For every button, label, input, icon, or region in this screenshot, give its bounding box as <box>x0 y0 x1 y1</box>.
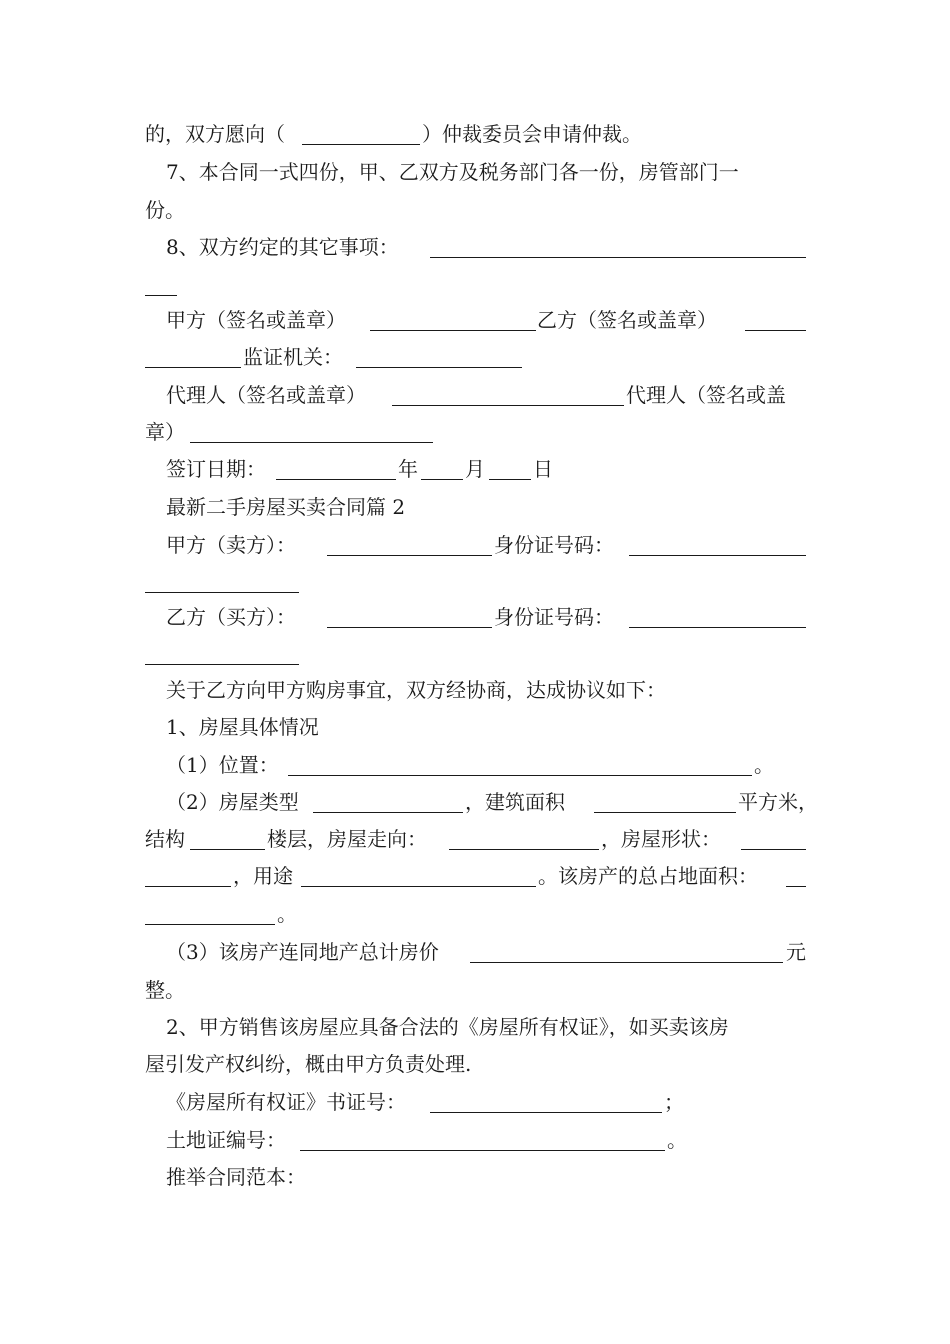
blank-underline <box>745 308 806 331</box>
price-line-cont <box>0 974 950 1006</box>
signature-line-1 <box>0 304 950 336</box>
blank-underline <box>421 457 463 480</box>
text: 元 <box>786 940 806 964</box>
text: （2）房屋类型 <box>166 790 299 814</box>
agent-line <box>0 379 950 411</box>
party-a-line <box>0 529 950 561</box>
blank-underline <box>145 570 299 593</box>
text: 平方米， <box>738 790 818 814</box>
party-b-line-cont <box>0 638 950 670</box>
text: 推举合同范本： <box>166 1165 306 1189</box>
text: 。 <box>667 1128 687 1152</box>
clause-2-cont <box>0 1048 950 1080</box>
text: ； <box>664 1090 684 1114</box>
text: ，房屋形状： <box>601 827 721 851</box>
text: ，建筑面积 <box>465 790 565 814</box>
text: 《房屋所有权证》书证号： <box>166 1090 406 1114</box>
land-certificate-line <box>0 1124 950 1156</box>
text: 乙方（买方）： <box>166 605 296 629</box>
blank-underline <box>190 420 433 443</box>
blank-underline <box>190 827 265 850</box>
text: 代理人（签名或盖 <box>626 383 786 407</box>
party-a-line-cont <box>0 566 950 598</box>
text: 8、双方约定的其它事项： <box>166 235 399 259</box>
usage-line <box>0 860 950 892</box>
text: 。该房产的总占地面积： <box>538 864 758 888</box>
blank-underline <box>145 642 299 665</box>
blank-underline <box>145 345 241 368</box>
blank-underline <box>145 273 177 296</box>
blank-underline <box>327 533 492 556</box>
clause-1-heading <box>0 711 950 743</box>
text: 甲方（签名或盖章） <box>166 308 346 332</box>
intro-paragraph <box>0 674 950 706</box>
text: 屋引发产权纠纷，概由甲方负责处理. <box>145 1052 472 1076</box>
paragraph-7 <box>0 156 950 188</box>
blank-underline <box>430 1090 662 1113</box>
text: （3）该房产连同地产总计房价 <box>166 940 439 964</box>
text: 章） <box>145 420 185 444</box>
blank-underline <box>145 864 231 887</box>
blank-underline <box>313 790 463 813</box>
text: 关于乙方向甲方购房事宜，双方经协商，达成协议如下： <box>166 678 666 702</box>
text: 乙方（签名或盖章） <box>537 308 717 332</box>
text: 楼层，房屋走向： <box>267 827 427 851</box>
text: 年 <box>398 457 418 481</box>
blank-underline <box>370 308 536 331</box>
price-line <box>0 936 950 968</box>
text: 签订日期： <box>166 457 266 481</box>
text: 1、房屋具体情况 <box>166 715 319 739</box>
text: 监证机关： <box>243 345 343 369</box>
signature-line-1-cont <box>0 341 950 373</box>
usage-line-cont <box>0 898 950 930</box>
house-type-line <box>0 786 950 818</box>
paragraph-8-cont <box>0 269 950 301</box>
blank-underline <box>449 827 599 850</box>
recommendation-line <box>0 1161 950 1193</box>
blank-underline <box>470 940 783 963</box>
blank-underline <box>301 864 536 887</box>
text: 代理人（签名或盖章） <box>166 383 366 407</box>
paragraph-7-cont <box>0 194 950 226</box>
section-heading <box>0 491 950 523</box>
text: （1）位置： <box>166 753 279 777</box>
structure-line <box>0 823 950 855</box>
agent-line-cont <box>0 416 950 448</box>
text: ）仲裁委员会申请仲裁。 <box>422 122 642 146</box>
party-b-line <box>0 601 950 633</box>
blank-underline <box>430 235 806 258</box>
text: 7、本合同一式四份，甲、乙双方及税务部门各一份，房管部门一 <box>166 160 739 184</box>
blank-underline <box>489 457 531 480</box>
clause-2 <box>0 1011 950 1043</box>
text: 日 <box>533 457 553 481</box>
text: 身份证号码： <box>494 533 614 557</box>
text: 的，双方愿向（ <box>145 122 285 146</box>
blank-underline <box>302 122 420 145</box>
blank-underline <box>288 753 752 776</box>
certificate-number-line <box>0 1086 950 1118</box>
blank-underline <box>356 345 522 368</box>
blank-underline <box>594 790 736 813</box>
heading: 最新二手房屋买卖合同篇 2 <box>166 495 406 519</box>
text: 整。 <box>145 978 185 1002</box>
blank-underline <box>629 533 806 556</box>
blank-underline <box>629 605 806 628</box>
location-line <box>0 749 950 781</box>
blank-underline <box>786 864 806 887</box>
blank-underline <box>300 1128 665 1151</box>
text: 份。 <box>145 198 185 222</box>
blank-underline <box>145 902 275 925</box>
text: 甲方（卖方）： <box>166 533 296 557</box>
blank-underline <box>741 827 806 850</box>
blank-underline <box>276 457 396 480</box>
text: 结构 <box>145 827 185 851</box>
paragraph-arbitration <box>0 118 950 150</box>
paragraph-8 <box>0 231 950 263</box>
blank-underline <box>327 605 492 628</box>
blank-underline <box>392 383 624 406</box>
text: 土地证编号： <box>166 1128 286 1152</box>
text: 月 <box>465 457 485 481</box>
text: 2、甲方销售该房屋应具备合法的《房屋所有权证》，如买卖该房 <box>166 1015 729 1039</box>
text: 。 <box>277 902 297 926</box>
text: ，用途 <box>233 864 293 888</box>
text: 。 <box>754 753 774 777</box>
text: 身份证号码： <box>494 605 614 629</box>
date-line <box>0 453 950 485</box>
